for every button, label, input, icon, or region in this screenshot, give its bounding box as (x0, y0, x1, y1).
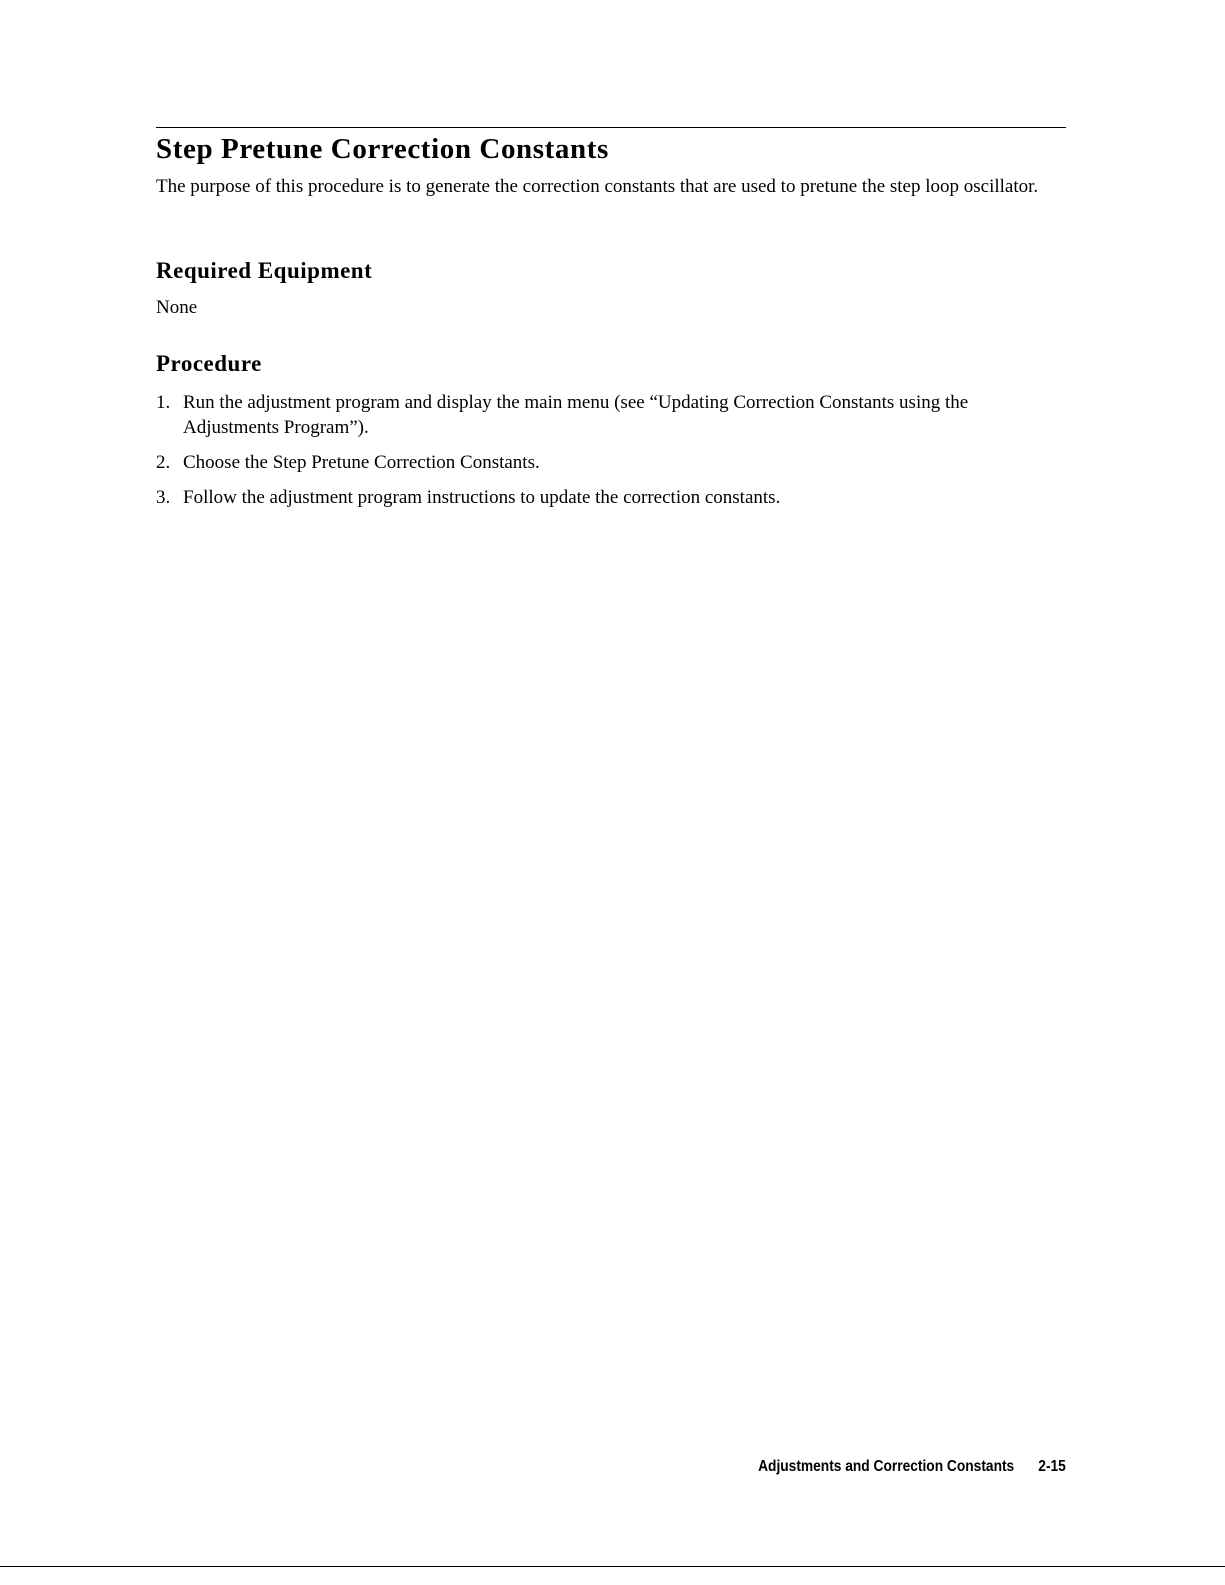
step-number: 3. (156, 486, 171, 508)
footer-section-title: Adjustments and Correction Constants (758, 1458, 1015, 1475)
required-equipment-text: None (156, 297, 198, 318)
procedure-heading: Procedure (156, 351, 262, 376)
page-title: Step Pretune Correction Constants (156, 133, 609, 165)
page-bottom-edge (0, 1566, 1225, 1567)
step-text: Choose the Step Pretune Correction Constants. (183, 451, 540, 473)
procedure-step (156, 486, 1016, 511)
procedure-step (156, 391, 1016, 440)
step-text: Follow the adjustment program instructions to update the correction constants. (183, 486, 781, 508)
page-footer (758, 1456, 1066, 1478)
step-text: Run the adjustment program and display the main menu (see “Updating Correction Constants using the Adjustments Program”). (183, 392, 969, 438)
title-rule (156, 127, 1066, 128)
procedure-step (156, 451, 1016, 476)
step-number: 2. (156, 451, 171, 473)
footer-page-number: 2-15 (1038, 1458, 1066, 1475)
procedure-steps (156, 391, 1016, 521)
step-number: 1. (156, 392, 171, 413)
intro-paragraph: The purpose of this procedure is to generate the correction constants that are used to pretune the step loop oscillator. (156, 176, 1039, 197)
required-equipment-heading: Required Equipment (156, 258, 373, 283)
